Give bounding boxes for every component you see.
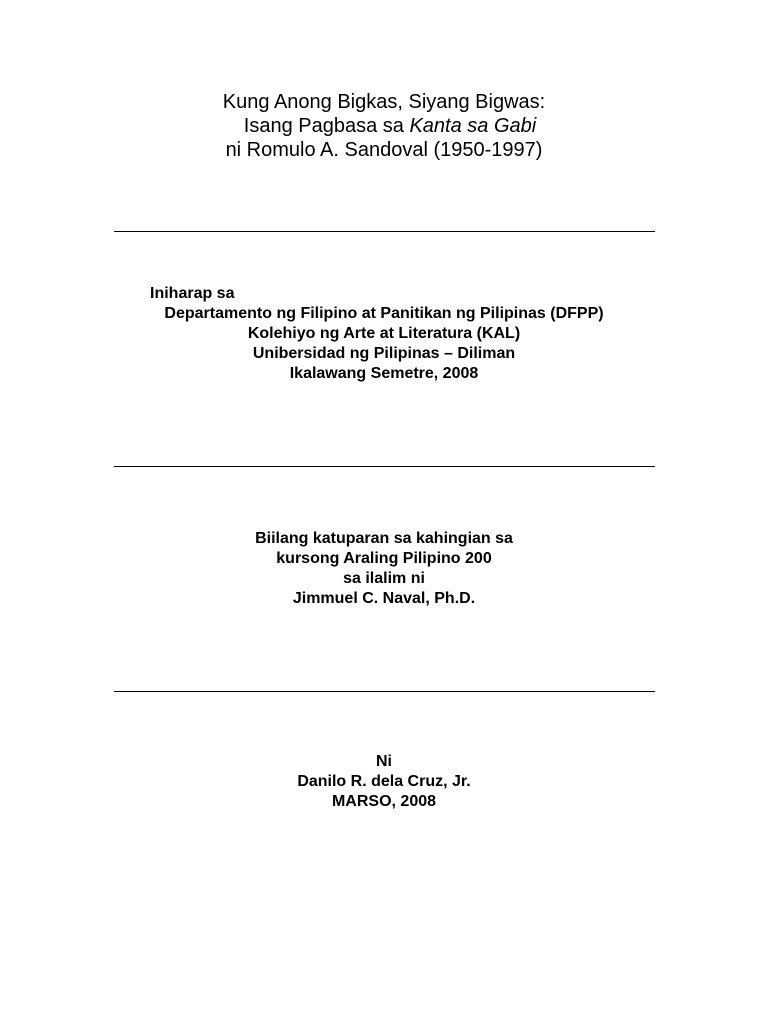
author-by: Ni	[376, 753, 392, 770]
fulfillment-line-1: Biilang katuparan sa kahingian sa	[255, 530, 513, 547]
fulfillment-line-3: sa ilalim ni	[343, 570, 425, 587]
title-line-3: ni Romulo A. Sandoval (1950-1997)	[225, 139, 543, 161]
presented-intro: Iniharap sa	[150, 285, 235, 302]
submission-date: MARSO, 2008	[331, 793, 437, 810]
fulfillment-line-2: kursong Araling Pilipino 200	[276, 550, 492, 567]
work-title: Kanta sa Gabi	[409, 115, 537, 137]
title-line-1: Kung Anong Bigkas, Siyang Bigwas:	[222, 91, 546, 113]
department: Departamento ng Filipino at Panitikan ng Pilipinas (DFPP)	[164, 305, 604, 322]
document-title	[0, 90, 768, 162]
semester: Ikalawang Semetre, 2008	[289, 365, 479, 382]
divider-2	[114, 466, 655, 467]
title-line-2-prefix: Isang Pagbasa sa	[243, 115, 410, 137]
divider-3	[114, 691, 655, 692]
title-line-2	[6, 114, 768, 138]
college: Kolehiyo ng Arte at Literatura (KAL)	[247, 325, 521, 342]
university: Unibersidad ng Pilipinas – Diliman	[252, 345, 516, 362]
fulfillment-section	[0, 529, 768, 609]
author-name: Danilo R. dela Cruz, Jr.	[297, 773, 471, 790]
divider-1	[114, 231, 655, 232]
adviser-name: Jimmuel C. Naval, Ph.D.	[292, 590, 476, 607]
presented-section	[0, 284, 768, 384]
author-section	[0, 752, 768, 812]
